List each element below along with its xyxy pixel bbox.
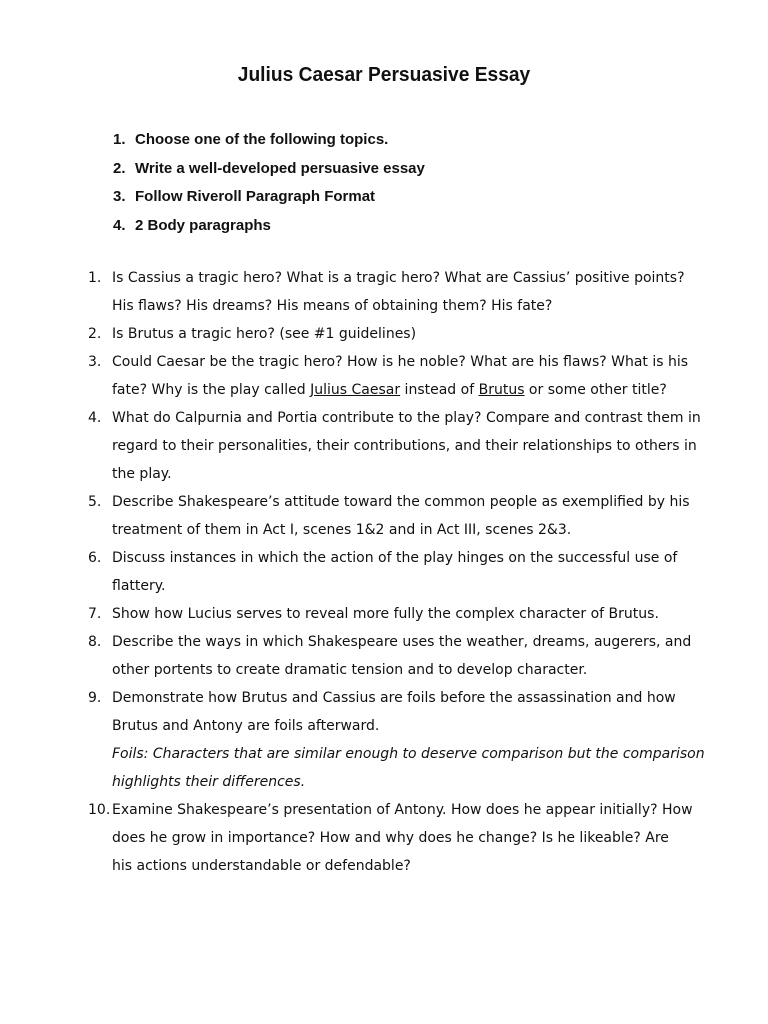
topic-text-line: His flaws? His dreams? His means of obtaining them? His fate?	[112, 298, 553, 314]
topic-text-line: Discuss instances in which the action of the play hinges on the successful use of	[112, 550, 678, 566]
topic-text-line: his actions understandable or defendable?	[112, 858, 411, 874]
topics-list	[88, 264, 705, 880]
topic-item	[88, 320, 700, 348]
topic-item	[88, 348, 700, 404]
topic-text-fragment: fate? Why is the play called	[112, 382, 311, 398]
topic-text-line: treatment of them in Act I, scenes 1&2 and in Act III, scenes 2&3.	[112, 522, 572, 538]
instruction-number: 2.	[113, 159, 126, 177]
instruction-number: 1.	[113, 131, 126, 148]
topic-number: 7.	[88, 606, 102, 622]
topic-item	[88, 264, 700, 320]
topic-number: 2.	[88, 326, 102, 342]
topic-item	[88, 544, 700, 600]
topic-text-fragment: instead of	[400, 382, 479, 398]
topic-number: 3.	[88, 354, 102, 370]
topic-text-line: Show how Lucius serves to reveal more fully the complex character of Brutus.	[112, 606, 659, 622]
topic-text-line: Brutus and Antony are foils afterward.	[112, 718, 380, 734]
instruction-number: 3.	[113, 188, 126, 205]
instruction-text: 2 Body paragraphs	[135, 216, 271, 234]
topic-text-line: Describe the ways in which Shakespeare uses the weather, dreams, augerers, and	[112, 634, 692, 650]
instruction-item	[113, 126, 425, 155]
topic-number: 1.	[88, 270, 102, 286]
topic-text-line: flattery.	[112, 578, 166, 594]
foils-definition-note: Foils: Characters that are similar enough to deserve comparison but the comparison	[112, 746, 705, 762]
topic-number: 4.	[88, 410, 102, 426]
topic-text-line: the play.	[112, 466, 172, 482]
topic-item	[88, 684, 705, 796]
instruction-text: Choose one of the following topics.	[135, 131, 389, 148]
topic-item	[88, 796, 700, 880]
topic-item	[88, 488, 700, 544]
topic-item	[88, 628, 700, 684]
topic-text-line: does he grow in importance? How and why does he change? Is he likeable? Are	[112, 830, 669, 846]
topic-number: 9.	[88, 690, 102, 706]
topic-number: 8.	[88, 634, 102, 650]
topic-text-line: Examine Shakespeare’s presentation of Antony. How does he appear initially? How	[112, 802, 693, 818]
instruction-item	[113, 212, 425, 241]
foils-definition-note: highlights their differences.	[112, 774, 306, 790]
instruction-item	[113, 155, 425, 184]
alt-title-underlined: Brutus	[478, 382, 525, 398]
topic-text-line: What do Calpurnia and Portia contribute to the play? Compare and contrast them in	[112, 410, 701, 426]
instruction-text: Follow Riveroll Paragraph Format	[135, 188, 376, 205]
topic-number: 10.	[88, 802, 111, 818]
topic-text-line: Is Cassius a tragic hero? What is a tragic hero? What are Cassius’ positive points?	[112, 270, 685, 286]
topic-text-fragment: or some other title?	[524, 382, 667, 398]
topic-text-line: Demonstrate how Brutus and Cassius are foils before the assassination and how	[112, 690, 676, 706]
topic-text-line: Is Brutus a tragic hero? (see #1 guidelines)	[112, 326, 417, 342]
topic-item	[88, 600, 700, 628]
topic-text-line	[112, 376, 700, 404]
topic-text-line: Could Caesar be the tragic hero? How is he noble? What are his flaws? What is his	[112, 354, 689, 370]
topic-item	[88, 404, 700, 488]
instruction-number: 4.	[113, 216, 126, 234]
instructions-list	[113, 126, 425, 240]
topic-number: 5.	[88, 494, 102, 510]
instruction-item	[113, 183, 425, 212]
page-title: Julius Caesar Persuasive Essay	[237, 64, 531, 86]
play-title-underlined: Julius Caesar	[310, 382, 401, 398]
topic-text-line: regard to their personalities, their contributions, and their relationships to others in	[112, 438, 697, 454]
topic-text-line: other portents to create dramatic tension and to develop character.	[112, 662, 588, 678]
instruction-text: Write a well-developed persuasive essay	[135, 159, 425, 177]
topic-number: 6.	[88, 550, 102, 566]
topic-text-line: Describe Shakespeare’s attitude toward the common people as exemplified by his	[112, 494, 690, 510]
